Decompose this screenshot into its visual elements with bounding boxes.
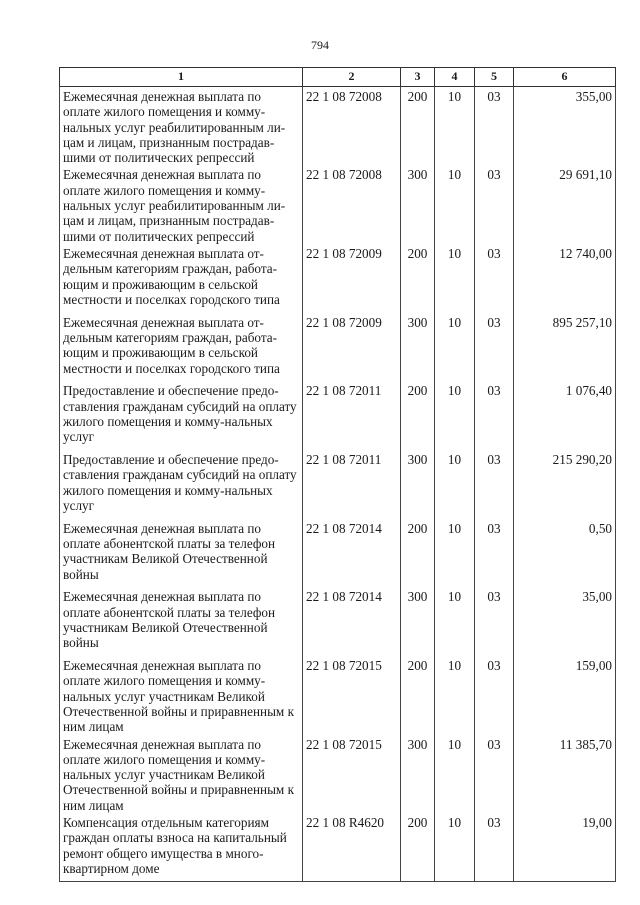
table-row (60, 656, 616, 734)
row-col3: 200 (401, 381, 435, 450)
row-col3: 200 (401, 87, 435, 166)
column-header-4: 4 (435, 68, 475, 87)
row-col5: 03 (475, 735, 514, 813)
row-col3: 300 (401, 450, 435, 519)
row-col4: 10 (435, 587, 475, 656)
row-col3: 300 (401, 587, 435, 656)
row-name: Ежемесячная денежная выплата по оплате жилого помещения и комму-нальных услуг реабилитированным ли-цам и лицам, признанным пострадав-шими от политических репрессий (60, 165, 303, 243)
table-row (60, 450, 616, 519)
row-code: 22 1 08 72009 (303, 244, 401, 313)
row-name: Ежемесячная денежная выплата от-дельным категориям граждан, работа-ющим и проживающим в сельской местности и поселках городского типа (60, 313, 303, 382)
table-row (60, 735, 616, 813)
row-col4: 10 (435, 450, 475, 519)
row-amount: 35,00 (514, 587, 616, 656)
row-amount: 12 740,00 (514, 244, 616, 313)
row-col5: 03 (475, 87, 514, 166)
row-name: Предоставление и обеспечение предо-ставления гражданам субсидий на оплату жилого помещения и комму-нальных услуг (60, 450, 303, 519)
row-name: Компенсация отдельным категориям граждан оплаты взноса на капитальный ремонт общего имущества в много-квартирном доме (60, 813, 303, 882)
table-row (60, 519, 616, 588)
row-col4: 10 (435, 313, 475, 382)
row-amount: 1 076,40 (514, 381, 616, 450)
table-row (60, 813, 616, 882)
column-header-6: 6 (514, 68, 616, 87)
row-name: Ежемесячная денежная выплата по оплате жилого помещения и комму-нальных услуг участникам Великой Отечественной войны и приравненным к ним лицам (60, 735, 303, 813)
row-amount: 159,00 (514, 656, 616, 734)
table-body (60, 87, 616, 882)
row-col5: 03 (475, 519, 514, 588)
row-col4: 10 (435, 87, 475, 166)
row-col4: 10 (435, 165, 475, 243)
row-name: Предоставление и обеспечение предо-ставления гражданам субсидий на оплату жилого помещения и комму-нальных услуг (60, 381, 303, 450)
row-col3: 200 (401, 244, 435, 313)
row-amount: 0,50 (514, 519, 616, 588)
table-row (60, 87, 616, 166)
row-amount: 11 385,70 (514, 735, 616, 813)
row-amount: 355,00 (514, 87, 616, 166)
table-header-row (60, 68, 616, 87)
table-row (60, 165, 616, 243)
row-col3: 300 (401, 165, 435, 243)
row-name: Ежемесячная денежная выплата по оплате жилого помещения и комму-нальных услуг участникам Великой Отечественной войны и приравненным к ним лицам (60, 656, 303, 734)
row-code: 22 1 08 72008 (303, 87, 401, 166)
page-number: 794 (311, 38, 329, 52)
row-col3: 200 (401, 656, 435, 734)
row-col4: 10 (435, 813, 475, 882)
row-name: Ежемесячная денежная выплата по оплате абонентской платы за телефон участникам Великой Отечественной войны (60, 519, 303, 588)
row-amount: 215 290,20 (514, 450, 616, 519)
row-col3: 200 (401, 519, 435, 588)
row-name: Ежемесячная денежная выплата от-дельным категориям граждан, работа-ющим и проживающим в сельской местности и поселках городского типа (60, 244, 303, 313)
table-row (60, 587, 616, 656)
row-code: 22 1 08 72011 (303, 450, 401, 519)
row-code: 22 1 08 72014 (303, 587, 401, 656)
row-code: 22 1 08 72014 (303, 519, 401, 588)
column-header-5: 5 (475, 68, 514, 87)
row-amount: 19,00 (514, 813, 616, 882)
row-col5: 03 (475, 244, 514, 313)
row-col4: 10 (435, 735, 475, 813)
row-col3: 300 (401, 313, 435, 382)
table-row (60, 244, 616, 313)
row-col5: 03 (475, 381, 514, 450)
row-col5: 03 (475, 313, 514, 382)
column-header-2: 2 (303, 68, 401, 87)
row-col5: 03 (475, 813, 514, 882)
row-col5: 03 (475, 165, 514, 243)
row-name: Ежемесячная денежная выплата по оплате жилого помещения и комму-нальных услуг реабилитированным ли-цам и лицам, признанным пострадав-шими от политических репрессий (60, 87, 303, 166)
budget-table (59, 67, 616, 882)
row-code: 22 1 08 72015 (303, 735, 401, 813)
column-header-1: 1 (60, 68, 303, 87)
row-code: 22 1 08 72009 (303, 313, 401, 382)
row-col5: 03 (475, 450, 514, 519)
row-col3: 200 (401, 813, 435, 882)
row-code: 22 1 08 R4620 (303, 813, 401, 882)
row-col5: 03 (475, 656, 514, 734)
row-code: 22 1 08 72008 (303, 165, 401, 243)
row-code: 22 1 08 72011 (303, 381, 401, 450)
row-name: Ежемесячная денежная выплата по оплате абонентской платы за телефон участникам Великой Отечественной войны (60, 587, 303, 656)
row-col4: 10 (435, 244, 475, 313)
row-col5: 03 (475, 587, 514, 656)
table-row (60, 381, 616, 450)
table-row (60, 313, 616, 382)
row-col4: 10 (435, 519, 475, 588)
row-amount: 895 257,10 (514, 313, 616, 382)
row-code: 22 1 08 72015 (303, 656, 401, 734)
row-amount: 29 691,10 (514, 165, 616, 243)
row-col3: 300 (401, 735, 435, 813)
row-col4: 10 (435, 656, 475, 734)
row-col4: 10 (435, 381, 475, 450)
column-header-3: 3 (401, 68, 435, 87)
